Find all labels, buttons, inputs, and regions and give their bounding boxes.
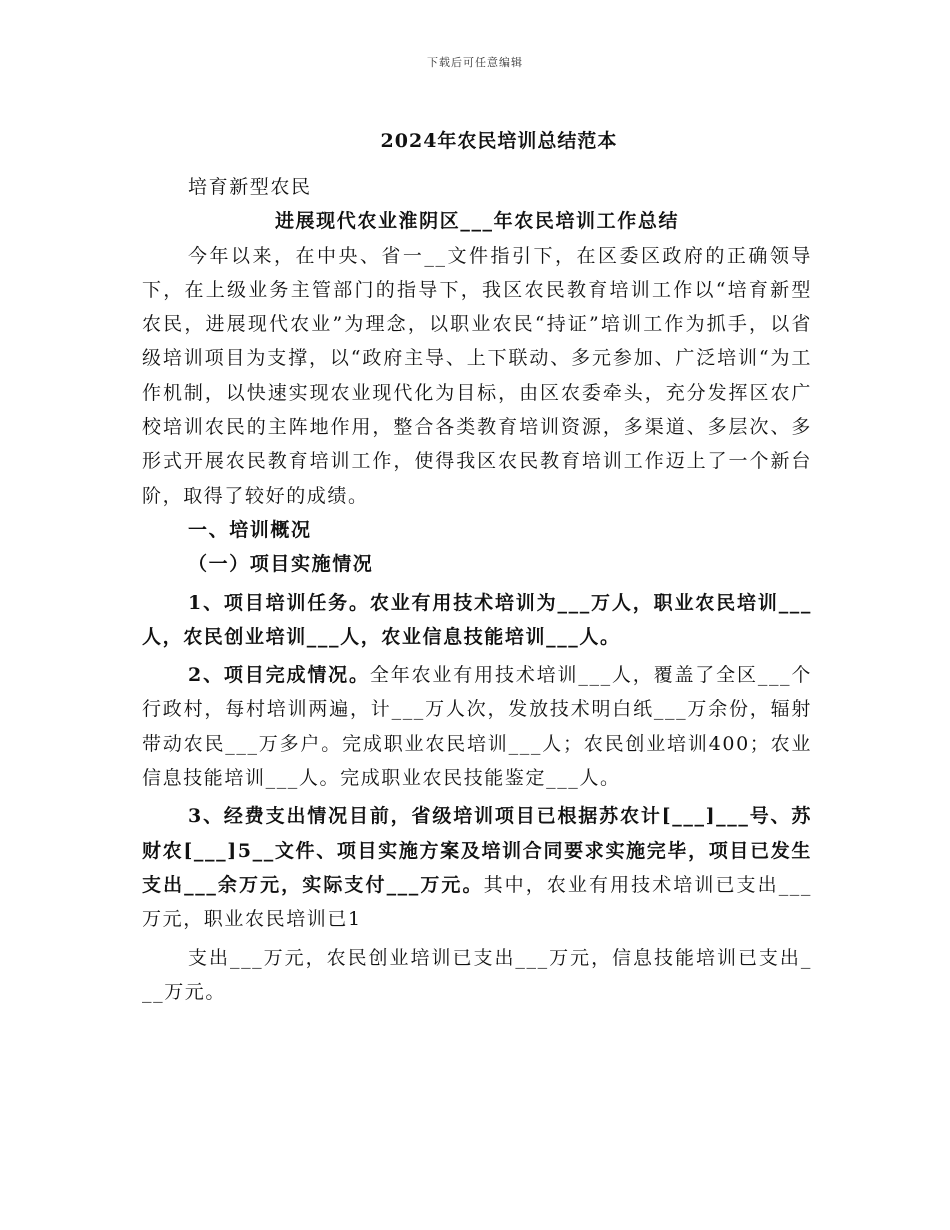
item-completion-text: 全年农业有用技术培训___人，覆盖了全区___个行政村，每村培训两遍，计___万人次，发放技术明白纸___万余份，辐射带动农民___万多户。完成职业农民培训___人；农民创业培训400；农业信息技能培训___人。完成职业农民技能鉴定___人。: [142, 664, 813, 790]
item-training-tasks: 1、项目培训任务。农业有用技术培训为___万人，职业农民培训___人，农民创业培训___人，农业信息技能培训___人。: [142, 591, 812, 648]
continuation-paragraph: 支出___万元，农民创业培训已支出___万元，信息技能培训已支出___万元。: [142, 946, 812, 1003]
header-note: 下载后可任意编辑: [427, 56, 523, 69]
item-completion-status: [142, 658, 812, 795]
lead-line: 培育新型农民: [188, 176, 312, 198]
document-subtitle: 进展现代农业淮阴区___年农民培训工作总结: [274, 210, 680, 233]
document-body: [142, 170, 812, 1009]
item-completion-lead: 2、项目完成情况。: [188, 664, 370, 687]
intro-paragraph: 今年以来，在中央、省一__文件指引下，在区委区政府的正确领导下，在上级业务主管部门的指导下，我区农民教育培训工作以“培育新型农民，进展现代农业”为理念，以职业农民“持证”培训工作为抓手，以省级培训项目为支撑，以“政府主导、上下联动、多元参加、广泛培训“为工作机制，以快速实现农业现代化为目标，由区农委牵头，充分发挥区农广校培训农民的主阵地作用，整合各类教育培训资源，多渠道、多层次、多形式开展农民教育培训工作，使得我区农民教育培训工作迈上了一个新台阶，取得了较好的成绩。: [142, 244, 812, 507]
document-title: 2024年农民培训总结范本: [380, 130, 618, 152]
section-heading-overview: 一、培训概况: [188, 518, 312, 541]
subsection-heading-implementation: （一）项目实施情况: [188, 553, 374, 576]
item-expenditure: [142, 799, 812, 936]
item-expenditure-lead: 3、经费支出情况目前，省级培训项目已根据苏农计[___]___号、苏财农[___]5__文件、项目实施方案及培训合同要求实施完毕，项目已发生支出___余万元，实际支付___万元。: [142, 805, 812, 896]
item-expenditure-text: 其中，农业有用技术培训已支出___万元，职业农民培训已1: [142, 873, 813, 931]
